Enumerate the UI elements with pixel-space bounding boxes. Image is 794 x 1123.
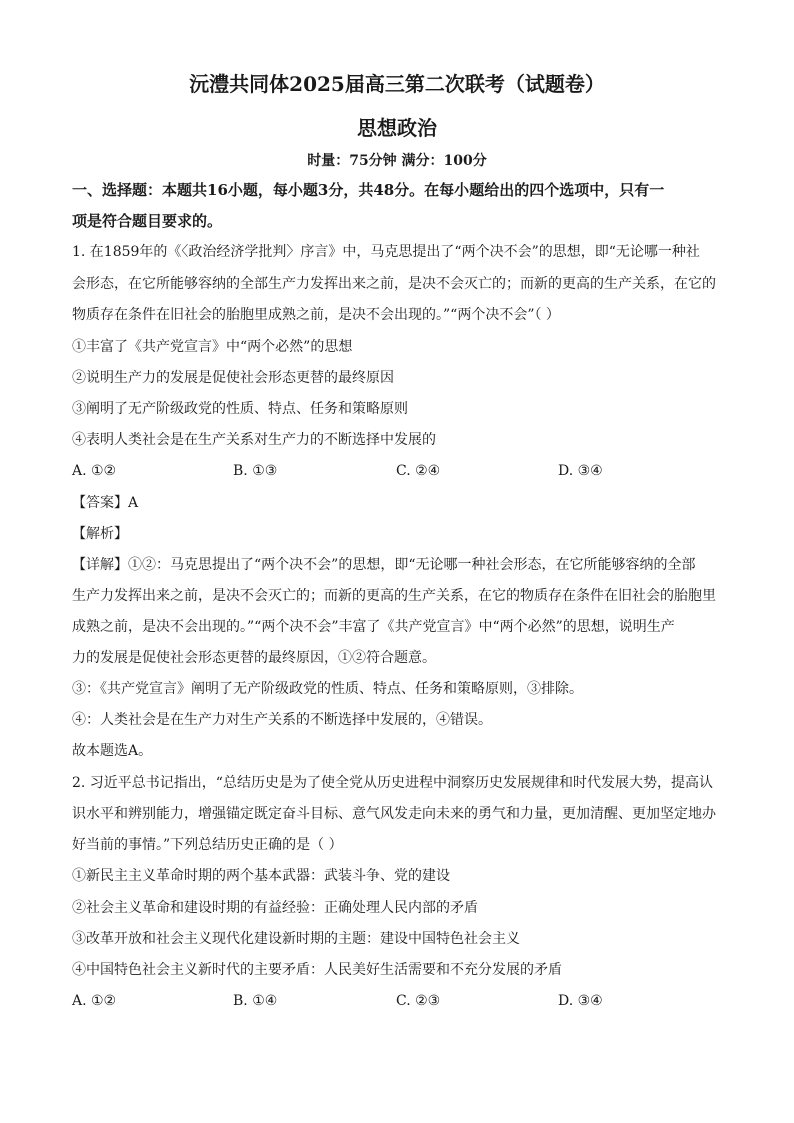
q1-stem-line: 物质存在条件在旧社会的胎胞里成熟之前，是决不会出现的。”“两个决不会”（ ）	[72, 307, 560, 323]
q2-item: ③改革开放和社会主义现代化建设新时期的主题：建设中国特色社会主义	[72, 931, 520, 947]
q1-option-c: C. ②④	[396, 463, 441, 479]
q1-item: ③阐明了无产阶级政党的性质、特点、任务和策略原则	[72, 401, 408, 417]
q1-option-d: D. ③④	[558, 463, 603, 479]
q1-detail-line: ③：《共产党宣言》阐明了无产阶级政党的性质、特点、任务和策略原则，③排除。	[72, 681, 583, 697]
section-heading-line1: 一、选择题：本题共16小题，每小题3分，共48分。在每小题给出的四个选项中，只有一	[72, 181, 665, 199]
q1-detail-line: ④：人类社会是在生产力对生产关系的不断选择中发展的，④错误。	[72, 712, 492, 728]
subject-title: 思想政治	[357, 116, 437, 140]
q2-stem-line: 识水平和辨别能力，增强锚定既定奋斗目标、意气风发走向未来的勇气和力量，更加清醒、更加坚定地办	[72, 806, 716, 822]
q1-stem-line: 1. 在1859年的《〈政治经济学批判〉序言》中，马克思提出了“两个决不会”的思想，即“无论哪一种社	[72, 244, 700, 260]
q1-analysis-label: 【解析】	[72, 526, 128, 542]
q1-detail-line: 力的发展是促使社会形态更替的最终原因，①②符合题意。	[72, 650, 436, 666]
q2-option-d: D. ③④	[558, 993, 603, 1009]
exam-meta: 时量：75分钟 满分：100分	[307, 153, 487, 169]
section-heading-line2: 项是符合题目要求的。	[72, 212, 223, 230]
q2-option-c: C. ②③	[396, 993, 441, 1009]
q2-option-a: A. ①②	[72, 993, 117, 1009]
q1-answer: 【答案】A	[72, 495, 139, 511]
q2-option-b: B. ①④	[233, 993, 278, 1009]
q1-detail-line: 成熟之前，是决不会出现的。”“两个决不会”丰富了《共产党宣言》中“两个必然”的思想，说明生产	[72, 619, 675, 635]
q2-stem-line: 2. 习近平总书记指出，“总结历史是为了使全党从历史进程中洞察历史发展规律和时代发展大势，提高认	[72, 775, 713, 791]
q1-option-b: B. ①③	[233, 463, 278, 479]
q1-detail-line: 生产力发挥出来之前，是决不会灭亡的；而新的更高的生产关系，在它的物质存在条件在旧社会的胎胞里	[72, 588, 716, 604]
q2-item: ②社会主义革命和建设时期的有益经验：正确处理人民内部的矛盾	[72, 900, 478, 916]
q1-option-a: A. ①②	[72, 463, 117, 479]
q2-item: ①新民主主义革命时期的两个基本武器：武装斗争、党的建设	[72, 868, 450, 884]
q2-item: ④中国特色社会主义新时代的主要矛盾：人民美好生活需要和不充分发展的矛盾	[72, 962, 562, 978]
q1-item: ①丰富了《共产党宣言》中“两个必然”的思想	[72, 339, 353, 355]
q1-stem-line: 会形态，在它所能够容纳的全部生产力发挥出来之前，是决不会灭亡的；而新的更高的生产关系，在它的	[72, 276, 716, 292]
q1-detail-line: 【详解】①②：马克思提出了“两个决不会”的思想，即“无论哪一种社会形态，在它所能够容纳的全部	[72, 557, 696, 573]
q2-stem-line: 好当前的事情。”下列总结历史正确的是（ ）	[72, 837, 343, 853]
q1-item: ②说明生产力的发展是促使社会形态更替的最终原因	[72, 370, 394, 386]
q1-item: ④表明人类社会是在生产关系对生产力的不断选择中发展的	[72, 432, 436, 448]
exam-title: 沅澧共同体2025届高三第二次联考（试题卷）	[189, 72, 605, 96]
q1-detail-line: 故本题选A。	[72, 743, 153, 759]
